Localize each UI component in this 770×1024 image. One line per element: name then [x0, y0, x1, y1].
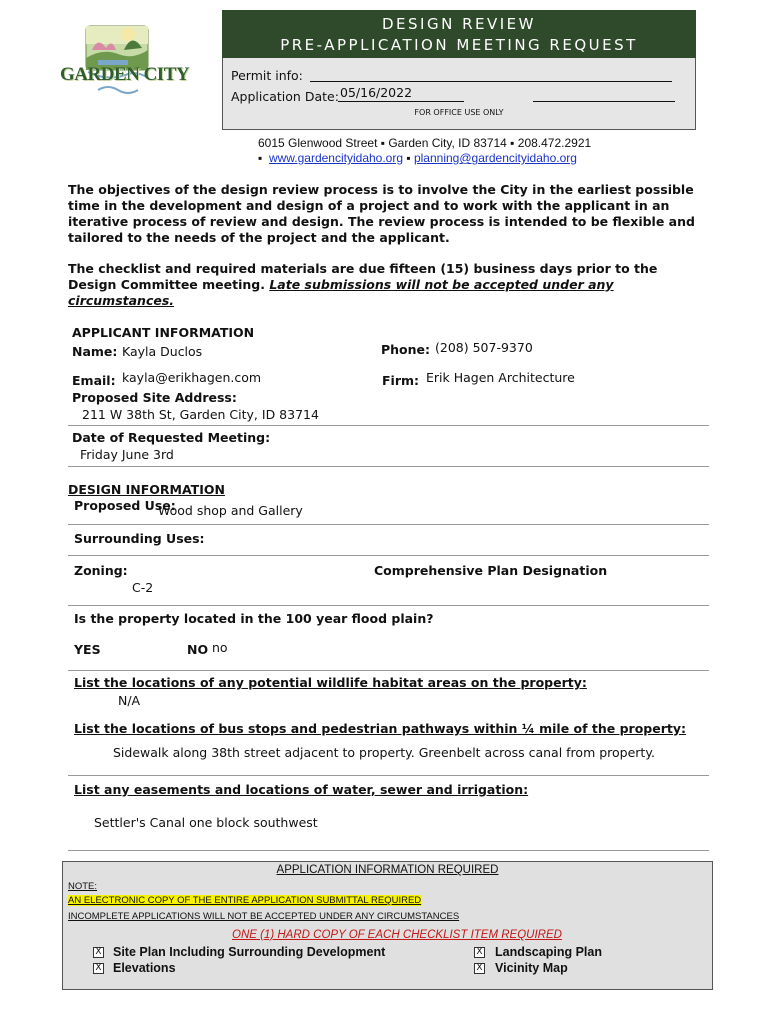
- application-date-value: 05/16/2022: [340, 85, 413, 100]
- comp-plan-label: Comprehensive Plan Designation: [374, 563, 608, 578]
- electronic-copy-note: AN ELECTRONIC COPY OF THE ENTIRE APPLICATION SUBMITTAL REQUIRED: [68, 895, 422, 906]
- bullet: ▪: [258, 151, 263, 165]
- divider: [68, 524, 709, 525]
- flood-plain-answer[interactable]: no: [212, 640, 228, 655]
- site-plan-checkbox[interactable]: X: [93, 947, 104, 958]
- form-subtitle: PRE-APPLICATION MEETING REQUEST: [280, 36, 638, 54]
- application-date-label: Application Date:: [231, 89, 339, 104]
- deadline-text: The checklist and required materials are due fifteen (15) business days prior to the Design Committee meeting.: [68, 261, 658, 292]
- site-plan-label: Site Plan Including Surrounding Development: [113, 945, 386, 959]
- phone-value[interactable]: (208) 507-9370: [435, 340, 533, 355]
- email-value[interactable]: kayla@erikhagen.com: [122, 370, 262, 385]
- city-address: 6015 Glenwood Street ▪ Garden City, ID 83714 ▪ 208.472.2921: [258, 136, 592, 150]
- divider: [68, 555, 709, 556]
- firm-label: Firm:: [382, 373, 420, 388]
- easements-question: List any easements and locations of water, sewer and irrigation:: [74, 782, 529, 797]
- bus-stops-answer[interactable]: Sidewalk along 38th street adjacent to property. Greenbelt across canal from property.: [113, 745, 655, 760]
- hard-copy-note: ONE (1) HARD COPY OF EACH CHECKLIST ITEM REQUIRED: [232, 929, 562, 941]
- divider: [68, 425, 709, 426]
- zoning-value[interactable]: C-2: [132, 580, 154, 595]
- name-value[interactable]: Kayla Duclos: [122, 344, 203, 359]
- name-label: Name:: [72, 344, 118, 359]
- flood-plain-question: Is the property located in the 100 year flood plain?: [74, 611, 434, 626]
- email-link[interactable]: planning@gardencityidaho.org: [413, 151, 577, 165]
- email-label: Email:: [72, 373, 116, 388]
- divider: [68, 850, 709, 851]
- divider: [68, 605, 709, 606]
- permit-info-field[interactable]: [310, 81, 672, 82]
- easements-answer[interactable]: Settler's Canal one block southwest: [94, 815, 318, 830]
- vicinity-map-checkbox[interactable]: X: [474, 963, 485, 974]
- contact-line: [258, 151, 577, 165]
- incomplete-note: INCOMPLETE APPLICATIONS WILL NOT BE ACCEPTED UNDER ANY CIRCUMSTANCES: [68, 911, 460, 922]
- firm-value[interactable]: Erik Hagen Architecture: [426, 370, 575, 385]
- office-use-label: FOR OFFICE USE ONLY: [414, 108, 504, 117]
- bullet: ▪: [406, 151, 411, 165]
- deadline-paragraph: [68, 261, 698, 309]
- surrounding-uses-label: Surrounding Uses:: [74, 531, 205, 546]
- applicant-section-title: APPLICANT INFORMATION: [72, 325, 255, 340]
- intro-paragraph: The objectives of the design review process is to involve the City in the earliest possible time in the development and design of a project and to work with the applicant in an iterative process of review and design. The review process is intended to be flexible and tailored to the needs of the project and the applicant.: [68, 182, 695, 245]
- site-address-label: Proposed Site Address:: [72, 390, 237, 405]
- phone-label: Phone:: [381, 342, 431, 357]
- vicinity-map-label: Vicinity Map: [495, 961, 568, 975]
- no-label[interactable]: NO: [187, 642, 209, 657]
- design-section-title: DESIGN INFORMATION: [68, 482, 225, 497]
- zoning-label: Zoning:: [74, 563, 128, 578]
- meeting-date-value[interactable]: Friday June 3rd: [80, 447, 174, 462]
- elevations-checkbox[interactable]: X: [93, 963, 104, 974]
- wildlife-answer[interactable]: N/A: [118, 693, 141, 708]
- form-title: DESIGN REVIEW: [382, 15, 536, 33]
- application-date-field[interactable]: [338, 101, 464, 102]
- permit-info-label: Permit info:: [231, 68, 303, 83]
- site-address-value[interactable]: 211 W 38th St, Garden City, ID 83714: [82, 407, 319, 422]
- divider: [68, 775, 709, 776]
- proposed-use-label: Proposed Use:: [74, 498, 176, 513]
- divider: [68, 670, 709, 671]
- meeting-date-label: Date of Requested Meeting:: [72, 430, 271, 445]
- late-submission-warning: Late submissions will not be accepted under any circumstances.: [68, 277, 614, 308]
- wildlife-question: List the locations of any potential wildlife habitat areas on the property:: [74, 675, 587, 690]
- elevations-label: Elevations: [113, 961, 176, 975]
- garden-city-logo: [58, 20, 178, 100]
- proposed-use-value[interactable]: Wood shop and Gallery: [158, 503, 303, 518]
- landscaping-checkbox[interactable]: X: [474, 947, 485, 958]
- office-use-field[interactable]: [533, 101, 675, 102]
- logo-wordmark: GARDEN CITY: [60, 64, 190, 85]
- note-label: NOTE:: [68, 881, 98, 892]
- landscaping-label: Landscaping Plan: [495, 945, 602, 959]
- divider: [68, 466, 709, 467]
- bus-stops-question: List the locations of bus stops and pedestrian pathways within ¼ mile of the property:: [74, 721, 687, 736]
- requirements-title: APPLICATION INFORMATION REQUIRED: [276, 864, 499, 876]
- yes-label[interactable]: YES: [74, 642, 101, 657]
- website-link[interactable]: www.gardencityidaho.org: [268, 151, 404, 165]
